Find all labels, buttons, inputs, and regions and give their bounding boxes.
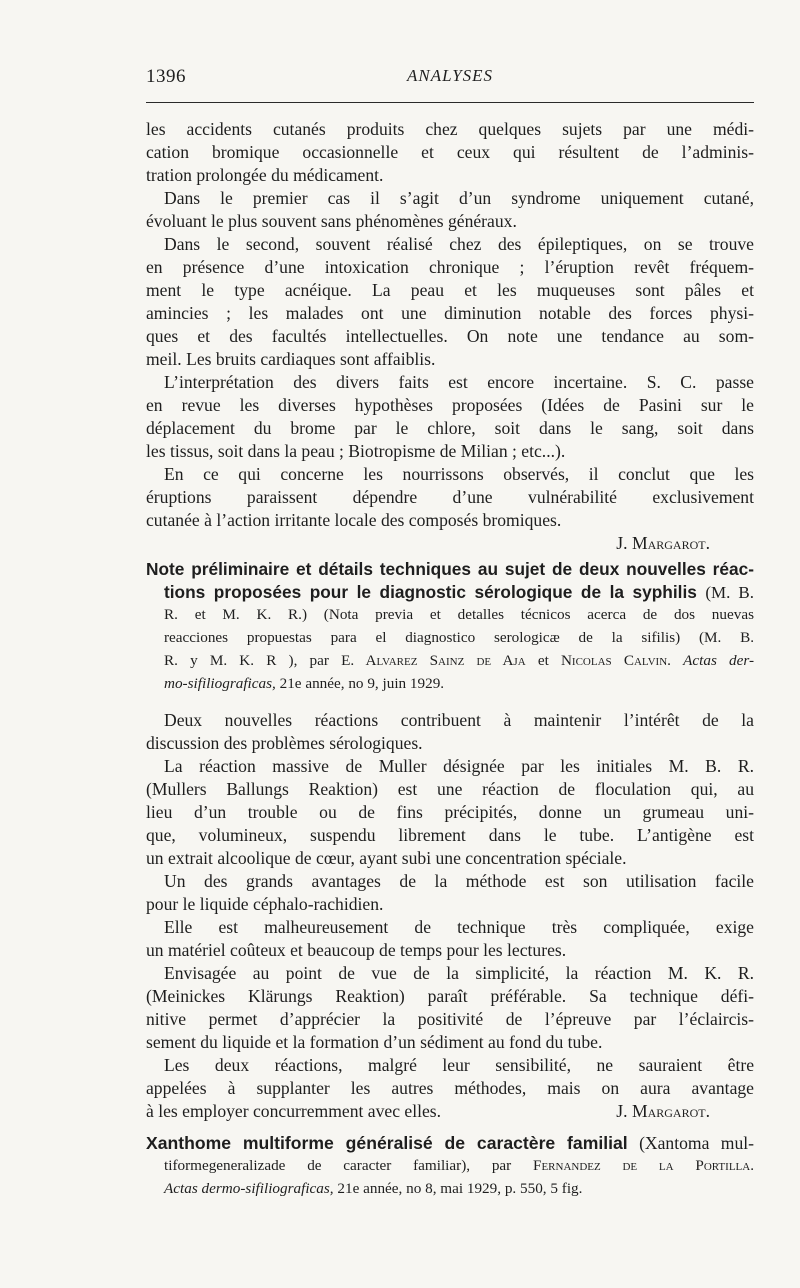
- text-line: à les employer concurremment avec elles.: [146, 1101, 442, 1121]
- text-line: amincies ; les malades ont une diminution notable des forces physi-: [146, 303, 754, 323]
- reference-line: reacciones propuestas para el diagnostico serologicæ de la sifilis) (M. B.: [164, 629, 754, 646]
- text-line: les tissus, soit dans la peau ; Biotropisme de Milian ; etc...).: [146, 441, 566, 461]
- reference-line: mo-sifiliograficas, 21e année, no 9, juin 1929.: [164, 675, 445, 692]
- reference-line: R. y M. K. R ), par E. Alvarez Sainz de Aja et Nicolas Calvin. Actas der-: [164, 652, 755, 669]
- text-line: tration prolongée du médicament.: [146, 165, 384, 185]
- author-signature: J. Margarot.: [616, 533, 710, 553]
- text-line: ment le type acnéique. La peau et les muqueuses sont pâles et: [146, 280, 754, 300]
- text-line: les accidents cutanés produits chez quelques sujets par une médi-: [146, 119, 754, 139]
- text-line: Les deux réactions, malgré leur sensibilité, ne sauraient être: [164, 1055, 754, 1075]
- text-line: en présence d’une intoxication chronique ; l’éruption revêt fréquem-: [146, 257, 754, 277]
- text-line: déplacement du brome par le chlore, soit dans le sang, soit dans: [146, 418, 754, 438]
- text-line: appelées à supplanter les autres méthodes, mais on aura avantage: [146, 1078, 754, 1098]
- text-line: cation bromique occasionnelle et ceux qui résultent de l’adminis-: [146, 142, 754, 162]
- text-line: (Meinickes Klärungs Reaktion) paraît préférable. Sa technique défi-: [146, 986, 754, 1006]
- text-line: L’interprétation des divers faits est encore incertaine. S. C. passe: [164, 372, 754, 392]
- text-line: en revue les diverses hypothèses proposées (Idées de Pasini sur le: [146, 395, 754, 415]
- article-title: Xanthome multiforme généralisé de caractère familial (Xantoma mul-: [146, 1133, 755, 1153]
- text-line: que, volumineux, suspendu librement dans le tube. L’antigène est: [146, 825, 754, 845]
- text-line: sement du liquide et la formation d’un sédiment au fond du tube.: [146, 1032, 603, 1052]
- text-line: pour le liquide céphalo-rachidien.: [146, 894, 384, 914]
- text-line: Envisagée au point de vue de la simplicité, la réaction M. K. R.: [164, 963, 754, 983]
- text-line: Un des grands avantages de la méthode est son utilisation facile: [164, 871, 754, 891]
- text-line: La réaction massive de Muller désignée par les initiales M. B. R.: [164, 756, 754, 776]
- running-title: ANALYSES: [406, 66, 494, 85]
- text-line: Elle est malheureusement de technique très compliquée, exige: [164, 917, 754, 937]
- text-line: ques et des facultés intellectuelles. On note une tendance au som-: [146, 326, 754, 346]
- text-line: éruptions paraissent dépendre d’une vulnérabilité exclusivement: [146, 487, 754, 507]
- reference-line: Actas dermo-sifiliograficas, 21e année, no 8, mai 1929, p. 550, 5 fig.: [164, 1180, 583, 1197]
- text-line: nitive permet d’apprécier la positivité de l’épreuve par l’éclaircis-: [146, 1009, 754, 1029]
- text-line: discussion des problèmes sérologiques.: [146, 733, 423, 753]
- text-line: un extrait alcoolique de cœur, ayant subi une concentration spéciale.: [146, 848, 627, 868]
- text-line: évoluant le plus souvent sans phénomènes généraux.: [146, 211, 517, 231]
- text-line: En ce qui concerne les nourrissons observés, il conclut que les: [164, 464, 754, 484]
- header-rule: [146, 102, 754, 103]
- article-title: tions proposées pour le diagnostic sérologique de la syphilis (M. B.: [164, 582, 754, 602]
- text-line: un matériel coûteux et beaucoup de temps pour les lectures.: [146, 940, 567, 960]
- text-line: Dans le second, souvent réalisé chez des épileptiques, on se trouve: [164, 234, 754, 254]
- text-line: cutanée à l’action irritante locale des composés bromiques.: [146, 510, 562, 530]
- text-line: Dans le premier cas il s’agit d’un syndrome uniquement cutané,: [164, 188, 754, 208]
- article-title: Note préliminaire et détails techniques au sujet de deux nouvelles réac-: [146, 559, 754, 579]
- page-header: [146, 66, 754, 94]
- text-line: meil. Les bruits cardiaques sont affaiblis.: [146, 349, 436, 369]
- page-number: 1396: [146, 66, 186, 87]
- text-line: (Mullers Ballungs Reaktion) est une réaction de floculation qui, au: [146, 779, 754, 799]
- reference-line: R. et M. K. R.) (Nota previa et detalles técnicos acerca de dos nuevas: [164, 606, 754, 623]
- reference-line: tiformegeneralizade de caracter familiar), par Fernandez de la Portilla.: [164, 1157, 754, 1174]
- text-line: Deux nouvelles réactions contribuent à maintenir l’intérêt de la: [164, 710, 754, 730]
- author-signature: J. Margarot.: [616, 1101, 710, 1121]
- text-line: lieu d’un trouble ou de fins précipités, donne un grumeau uni-: [146, 802, 754, 822]
